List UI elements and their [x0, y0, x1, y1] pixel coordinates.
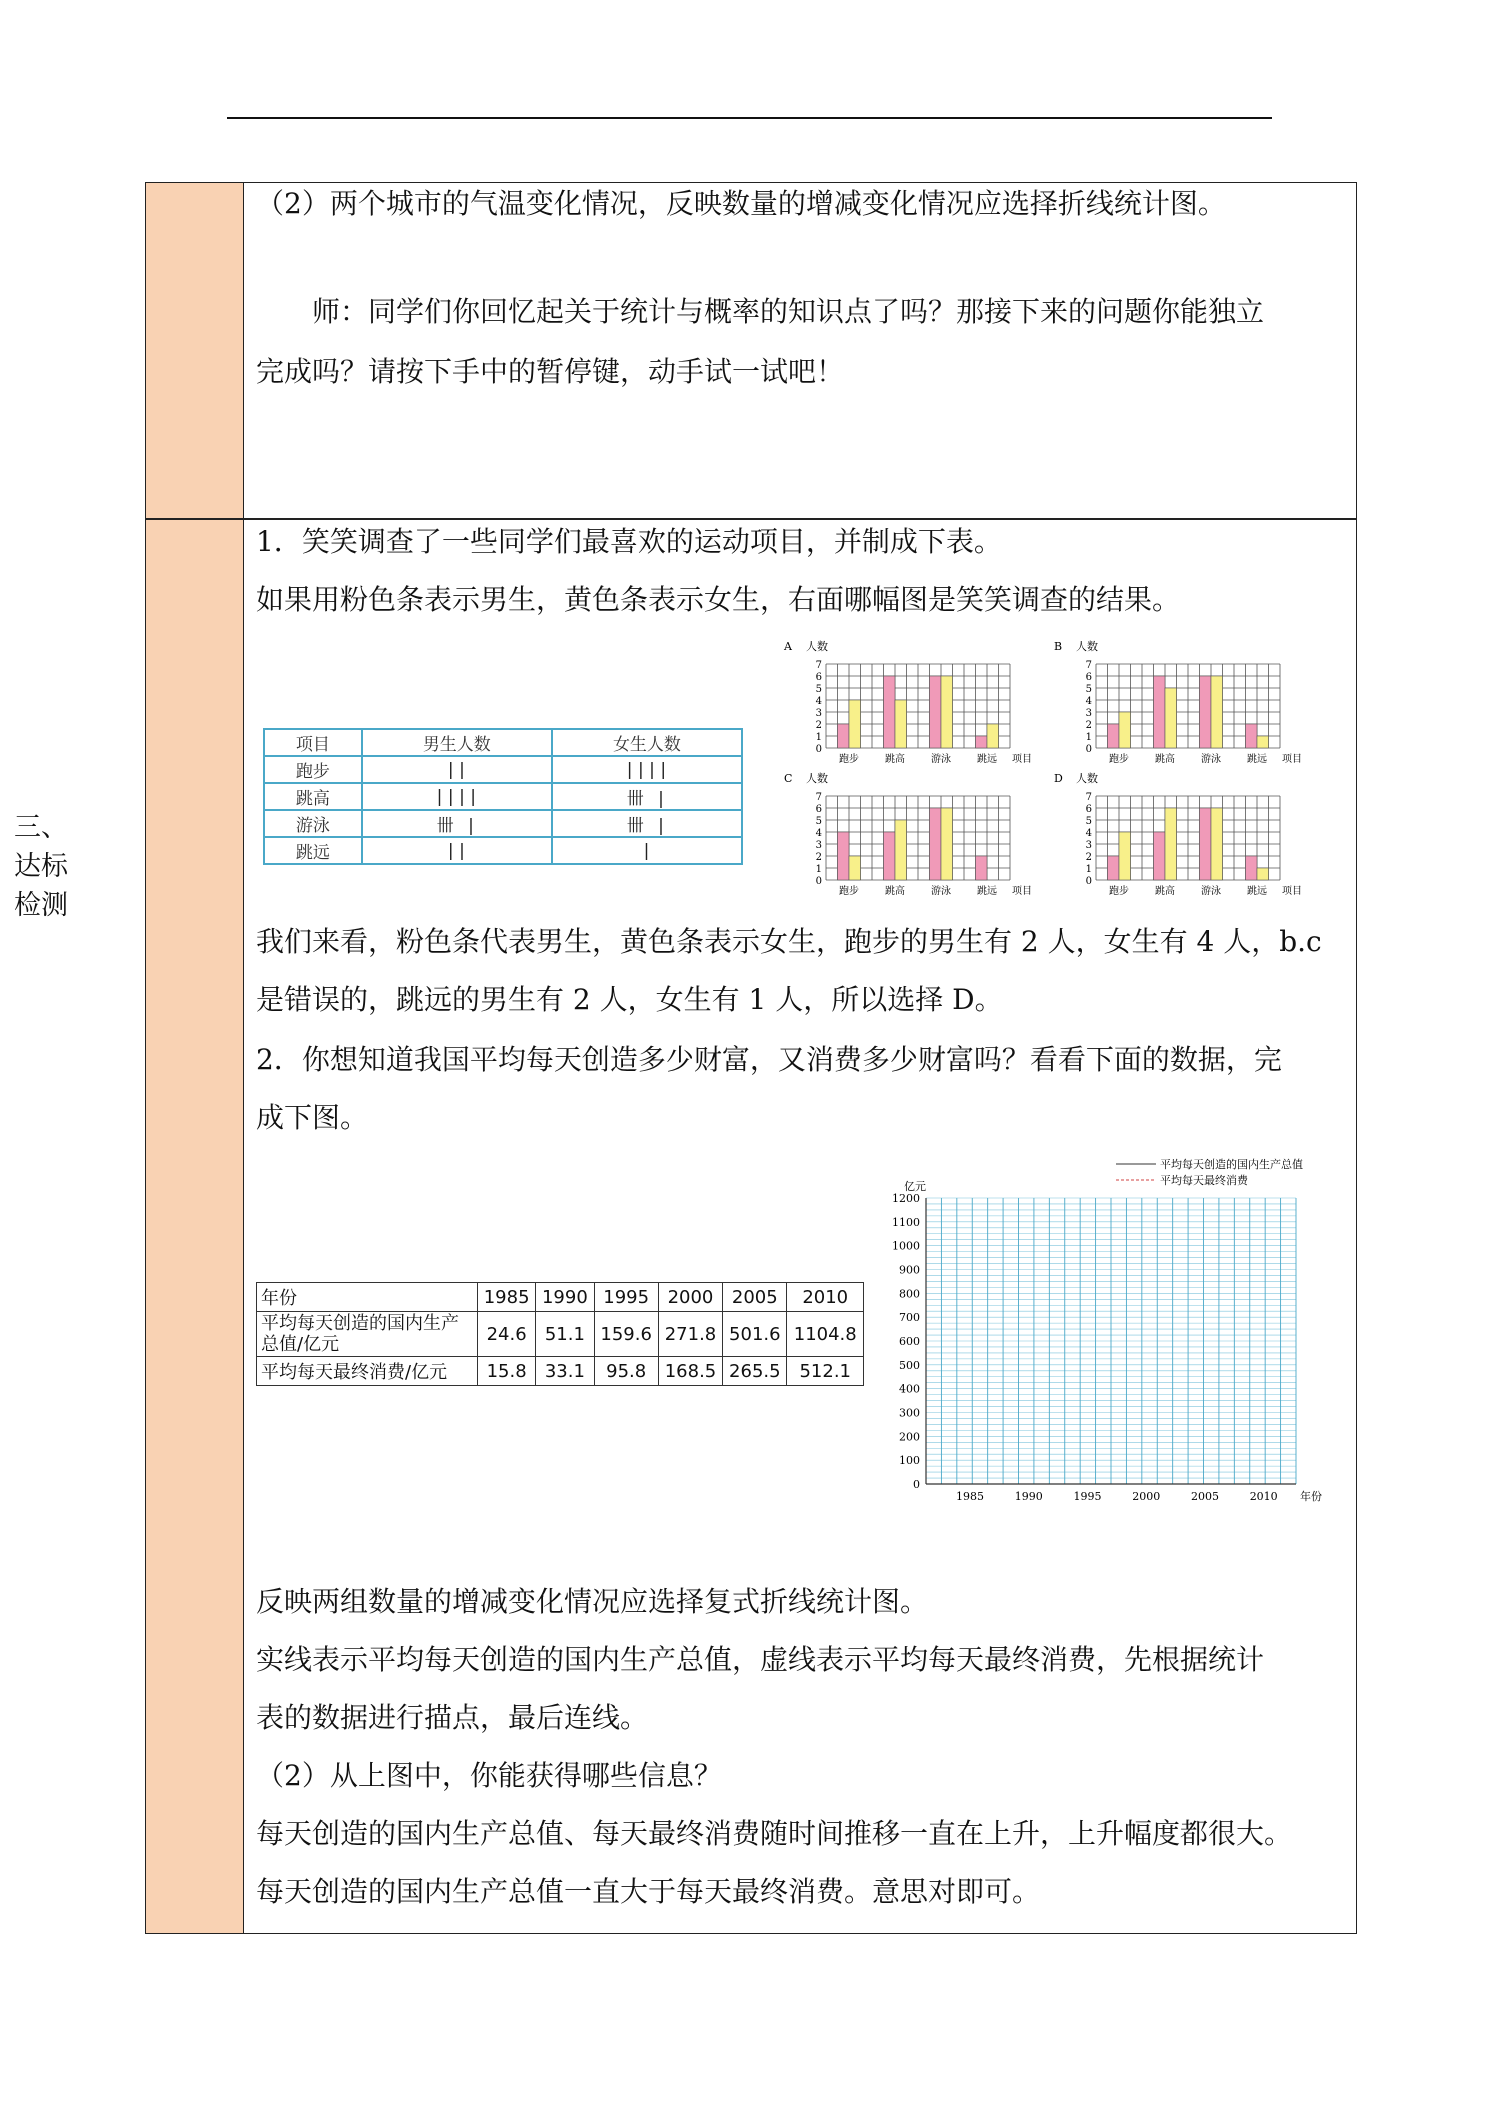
q1-line1: 1．笑笑调查了一些同学们最喜欢的运动项目，并制成下表。 — [256, 525, 1002, 558]
x-tick-label: 跳远 — [977, 886, 997, 897]
y-tick-label: 0 — [1085, 876, 1092, 887]
table-cell: 24.6 — [478, 1312, 536, 1357]
bar — [1211, 808, 1223, 880]
y-tick-label: 6 — [1085, 804, 1092, 815]
table-cell: 501.6 — [723, 1312, 787, 1357]
x-axis-label: 年份 — [1300, 1490, 1322, 1503]
top-para1: （2）两个城市的气温变化情况，反映数量的增减变化情况应选择折线统计图。 — [256, 187, 1226, 220]
q1-answer-line1: 我们来看，粉色条代表男生，黄色条表示女生，跑步的男生有 2 人，女生有 4 人，b.c — [256, 925, 1322, 958]
panel-letter: A — [784, 640, 792, 653]
tally-cell: 卌 | — [552, 810, 742, 837]
y-axis-label: 人数 — [1076, 640, 1098, 653]
x-tick-label: 游泳 — [1201, 886, 1221, 897]
y-tick-label: 7 — [815, 792, 822, 803]
bar — [1154, 832, 1166, 880]
table-cell: 平均每天最终消费/亿元 — [257, 1357, 478, 1386]
x-tick-label: 2000 — [1132, 1490, 1161, 1503]
q2-ans1: 反映两组数量的增减变化情况应选择复式折线统计图。 — [256, 1585, 929, 1618]
y-tick-label: 200 — [899, 1430, 920, 1444]
y-tick-label: 1200 — [892, 1192, 920, 1205]
bar — [1257, 868, 1269, 880]
y-tick-label: 1 — [1085, 732, 1092, 743]
tally-cell: || — [362, 756, 552, 783]
bar-chart-c — [784, 771, 1032, 897]
table-cell: 1985 — [478, 1283, 536, 1312]
y-tick-label: 1000 — [892, 1239, 920, 1253]
y-tick-label: 5 — [1085, 684, 1092, 695]
top-para2-line2: 完成吗？请按下手中的暂停键，动手试一试吧！ — [256, 355, 845, 388]
y-tick-label: 4 — [815, 696, 822, 707]
legend-label: 平均每天最终消费 — [1160, 1174, 1248, 1187]
sports-survey-table — [263, 728, 743, 865]
bar — [838, 832, 850, 880]
bar — [930, 808, 942, 880]
bar — [1119, 712, 1131, 748]
bar-chart-b — [1054, 639, 1302, 765]
bar — [1246, 724, 1258, 748]
blank-line-chart-svg — [880, 1150, 1330, 1510]
x-tick-label: 跳远 — [977, 754, 997, 765]
y-tick-label: 3 — [815, 840, 822, 851]
y-tick-label: 4 — [1085, 828, 1092, 839]
x-tick-label: 1995 — [1073, 1490, 1102, 1503]
y-tick-label: 2 — [815, 852, 822, 863]
bar — [976, 736, 988, 748]
x-tick-label: 跳高 — [1155, 754, 1175, 765]
y-tick-label: 2 — [815, 720, 822, 731]
x-tick-label: 1990 — [1014, 1490, 1043, 1503]
y-tick-label: 5 — [815, 684, 822, 695]
y-tick-label: 600 — [899, 1335, 920, 1348]
table-cell: 跑步 — [264, 756, 362, 783]
bar — [1200, 676, 1212, 748]
table-cell: 2005 — [723, 1283, 787, 1312]
y-tick-label: 1 — [815, 864, 822, 875]
bar — [884, 676, 896, 748]
table-cell: 平均每天创造的国内生产总值/亿元 — [257, 1312, 478, 1357]
bar — [884, 832, 896, 880]
x-tick-label: 游泳 — [1201, 754, 1221, 765]
q2-ans2-line1: 实线表示平均每天创造的国内生产总值，虚线表示平均每天最终消费，先根据统计 — [256, 1643, 1265, 1676]
table-cell: 51.1 — [536, 1312, 594, 1357]
table-cell: 2010 — [787, 1283, 864, 1312]
panel-letter: B — [1054, 640, 1063, 653]
bar — [849, 856, 861, 880]
tally-cell: 卌 | — [362, 810, 552, 837]
table-cell: 15.8 — [478, 1357, 536, 1386]
y-tick-label: 800 — [899, 1287, 920, 1301]
bar — [1154, 676, 1166, 748]
y-tick-label: 1 — [815, 732, 822, 743]
tally-cell: |||| — [362, 783, 552, 810]
table-cell: 95.8 — [594, 1357, 658, 1386]
table-cell: 512.1 — [787, 1357, 864, 1386]
tally-cell: |||| — [552, 756, 742, 783]
top-para2-line1: 师：同学们你回忆起关于统计与概率的知识点了吗？那接下来的问题你能独立 — [312, 295, 1265, 328]
y-tick-label: 5 — [815, 816, 822, 827]
y-tick-label: 7 — [1085, 792, 1092, 803]
x-tick-label: 1985 — [956, 1490, 985, 1503]
panel-letter: D — [1054, 772, 1063, 785]
bar — [895, 700, 907, 748]
x-tick-label: 跳高 — [885, 754, 905, 765]
y-tick-label: 4 — [1085, 696, 1092, 707]
table-cell: 跳远 — [264, 837, 362, 864]
table-cell: 年份 — [257, 1283, 478, 1312]
y-tick-label: 300 — [899, 1406, 920, 1420]
y-tick-label: 5 — [1085, 816, 1092, 827]
table-row — [264, 756, 742, 783]
y-tick-label: 700 — [899, 1311, 920, 1325]
y-tick-label: 400 — [899, 1382, 920, 1396]
y-tick-label: 1 — [1085, 864, 1092, 875]
bar — [1246, 856, 1258, 880]
x-tick-label: 跳远 — [1247, 886, 1267, 897]
table-cell: 1104.8 — [787, 1312, 864, 1357]
x-axis-label: 项目 — [1012, 886, 1032, 897]
y-tick-label: 1100 — [892, 1215, 920, 1229]
q1-line2: 如果用粉色条表示男生，黄色条表示女生，右面哪幅图是笑笑调查的结果。 — [256, 583, 1181, 616]
q2-line2: 成下图。 — [256, 1101, 369, 1134]
table-row — [264, 837, 742, 864]
section-label-line1: 三、 — [14, 812, 68, 843]
bar-chart-a — [783, 639, 1032, 765]
y-tick-label: 6 — [1085, 672, 1092, 683]
y-tick-label: 3 — [815, 708, 822, 719]
section-label-line2: 达标 — [14, 851, 68, 882]
y-tick-label: 3 — [1085, 708, 1092, 719]
bar-chart-d — [1054, 771, 1302, 897]
header-rule — [227, 117, 1272, 119]
bar — [941, 808, 953, 880]
x-tick-label: 2010 — [1249, 1490, 1278, 1503]
x-tick-label: 跑步 — [839, 886, 859, 897]
y-tick-label: 0 — [1085, 744, 1092, 755]
table-cell: 159.6 — [594, 1312, 658, 1357]
table-cell: 271.8 — [658, 1312, 722, 1357]
x-tick-label: 跑步 — [1109, 886, 1129, 897]
y-axis-label: 人数 — [1076, 772, 1098, 785]
bar — [941, 676, 953, 748]
x-tick-label: 2005 — [1190, 1490, 1219, 1503]
x-tick-label: 跑步 — [1109, 754, 1129, 765]
table-header-cell: 男生人数 — [362, 729, 552, 756]
table-cell: 1995 — [594, 1283, 658, 1312]
tally-cell: || — [362, 837, 552, 864]
table-cell: 游泳 — [264, 810, 362, 837]
x-axis-label: 项目 — [1282, 886, 1302, 897]
bar — [838, 724, 850, 748]
section-label — [14, 808, 68, 925]
y-axis-label: 人数 — [806, 640, 828, 653]
table-header-row — [264, 729, 742, 756]
bar — [1200, 808, 1212, 880]
table-row — [257, 1283, 864, 1312]
side-cell-top — [146, 183, 244, 519]
y-tick-label: 100 — [899, 1454, 920, 1468]
x-tick-label: 跑步 — [839, 754, 859, 765]
y-axis-label: 人数 — [806, 772, 828, 785]
bar — [1165, 808, 1177, 880]
x-tick-label: 游泳 — [931, 754, 951, 765]
y-axis-label: 亿元 — [904, 1180, 926, 1193]
bar — [1211, 676, 1223, 748]
bar — [1108, 724, 1120, 748]
y-tick-label: 3 — [1085, 840, 1092, 851]
y-tick-label: 2 — [1085, 852, 1092, 863]
bar — [1165, 688, 1177, 748]
y-tick-label: 2 — [1085, 720, 1092, 731]
bar — [1108, 856, 1120, 880]
y-tick-label: 7 — [1085, 660, 1092, 671]
y-tick-label: 900 — [899, 1263, 920, 1277]
bar — [849, 700, 861, 748]
bar-charts-svg — [780, 636, 1340, 908]
x-axis-label: 项目 — [1012, 754, 1032, 765]
table-cell: 265.5 — [723, 1357, 787, 1386]
x-axis-label: 项目 — [1282, 754, 1302, 765]
table-row — [264, 783, 742, 810]
q2-info1: 每天创造的国内生产总值、每天最终消费随时间推移一直在上升，上升幅度都很大。 — [256, 1817, 1293, 1850]
table-cell: 跳高 — [264, 783, 362, 810]
bar — [976, 856, 988, 880]
x-tick-label: 跳远 — [1247, 754, 1267, 765]
q1-answer-line2: 是错误的，跳远的男生有 2 人，女生有 1 人，所以选择 D。 — [256, 983, 1003, 1016]
q2-line1: 2．你想知道我国平均每天创造多少财富，又消费多少财富吗？看看下面的数据，完 — [256, 1043, 1282, 1076]
bar — [1257, 736, 1269, 748]
y-tick-label: 0 — [913, 1478, 920, 1491]
tally-cell: | — [552, 837, 742, 864]
economy-data-table — [256, 1282, 864, 1386]
y-tick-label: 6 — [815, 672, 822, 683]
table-header-cell: 项目 — [264, 729, 362, 756]
y-tick-label: 6 — [815, 804, 822, 815]
y-tick-label: 0 — [815, 744, 822, 755]
table-row — [257, 1312, 864, 1357]
tally-cell: 卌 | — [552, 783, 742, 810]
table-cell: 168.5 — [658, 1357, 722, 1386]
bar — [895, 820, 907, 880]
side-cell-bottom — [146, 519, 244, 1933]
panel-letter: C — [784, 772, 793, 785]
table-cell: 33.1 — [536, 1357, 594, 1386]
legend-label: 平均每天创造的国内生产总值 — [1160, 1158, 1303, 1171]
y-tick-label: 4 — [815, 828, 822, 839]
q2-info2: 每天创造的国内生产总值一直大于每天最终消费。意思对即可。 — [256, 1875, 1041, 1908]
y-tick-label: 0 — [815, 876, 822, 887]
row-divider — [146, 518, 1356, 520]
x-tick-label: 跳高 — [1155, 886, 1175, 897]
table-row — [257, 1357, 864, 1386]
section-label-line3: 检测 — [14, 890, 68, 921]
bar — [987, 724, 999, 748]
x-tick-label: 游泳 — [931, 886, 951, 897]
bar — [930, 676, 942, 748]
q2-ans2-line2: 表的数据进行描点，最后连线。 — [256, 1701, 649, 1734]
q2-sub2: （2）从上图中，你能获得哪些信息？ — [256, 1759, 722, 1792]
table-cell: 2000 — [658, 1283, 722, 1312]
y-tick-label: 500 — [899, 1358, 920, 1372]
table-row — [264, 810, 742, 837]
y-tick-label: 7 — [815, 660, 822, 671]
table-cell: 1990 — [536, 1283, 594, 1312]
x-tick-label: 跳高 — [885, 886, 905, 897]
bar — [1119, 832, 1131, 880]
table-header-cell: 女生人数 — [552, 729, 742, 756]
